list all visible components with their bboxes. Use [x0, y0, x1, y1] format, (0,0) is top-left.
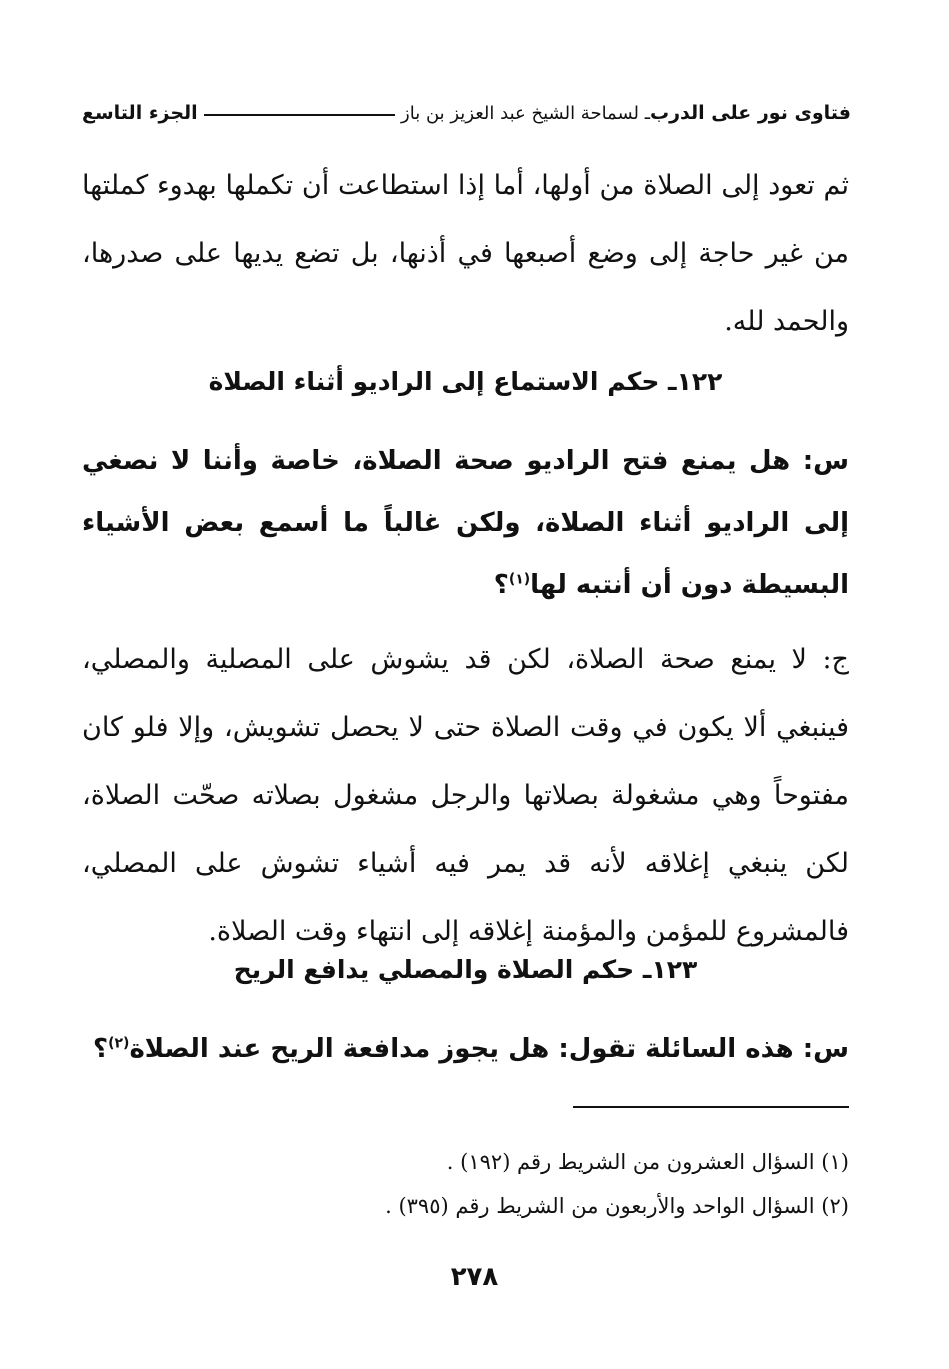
running-header [82, 96, 851, 130]
question-mark: ؟ [93, 1034, 109, 1064]
question-mark: ؟ [493, 570, 509, 600]
volume-part: الجزء التاسع [82, 102, 198, 124]
author-name: ـ لسماحة الشيخ عبد العزيز بن باز [401, 102, 650, 124]
question-text: س: هذه السائلة تقول: هل يجوز مدافعة الريح عند الصلاة [129, 1034, 849, 1064]
question-text: س: هل يمنع فتح الراديو صحة الصلاة، خاصة وأننا لا نصغي إلى الراديو أثناء الصلاة، ولكن غالباً ما أسمع بعض الأشياء البسيطة دون أن أنتبه لها [82, 446, 849, 600]
answer-122: ج: لا يمنع صحة الصلاة، لكن قد يشوش على المصلية والمصلي، فينبغي ألا يكون في وقت الصلاة حتى لا يحصل تشويش، وإلا فلو كان مفتوحاً وهي مشغولة بصلاتها والرجل مشغول بصلاته صحّت الصلاة، لكن ينبغي إغلاقه لأنه قد يمر فيه أشياء تشوش على المصلي، فالمشروع للمؤمن والمؤمنة إغلاقه إلى انتهاء وقت الصلاة. [82, 644, 849, 947]
body-paragraph: ثم تعود إلى الصلاة من أولها، أما إذا استطاعت أن تكملها بهدوء كملتها من غير حاجة إلى وضع أصبعها في أذنها، بل تضع يديها على صدرها، والحمد لله. [82, 170, 849, 337]
section-heading-123: ١٢٣ـ حكم الصلاة والمصلي يدافع الريح [233, 955, 698, 984]
header-rule [204, 114, 395, 116]
question-122 [82, 430, 849, 616]
footnote-ref-1: (١) [508, 571, 531, 588]
footnote-2: (٢) السؤال الواحد والأربعون من الشريط رقم (٣٩٥) . [385, 1194, 849, 1218]
footnotes [82, 1140, 849, 1228]
question-123 [82, 1018, 849, 1080]
book-title: فتاوى نور على الدرب [650, 102, 851, 124]
footnote-separator [573, 1106, 849, 1108]
page-number: ٢٧٨ [450, 1262, 499, 1292]
section-heading-122: ١٢٢ـ حكم الاستماع إلى الراديو أثناء الصلاة [208, 367, 723, 396]
footnote-ref-2: (٢) [108, 1035, 130, 1052]
footnote-1: (١) السؤال العشرون من الشريط رقم (١٩٢) . [446, 1150, 849, 1174]
